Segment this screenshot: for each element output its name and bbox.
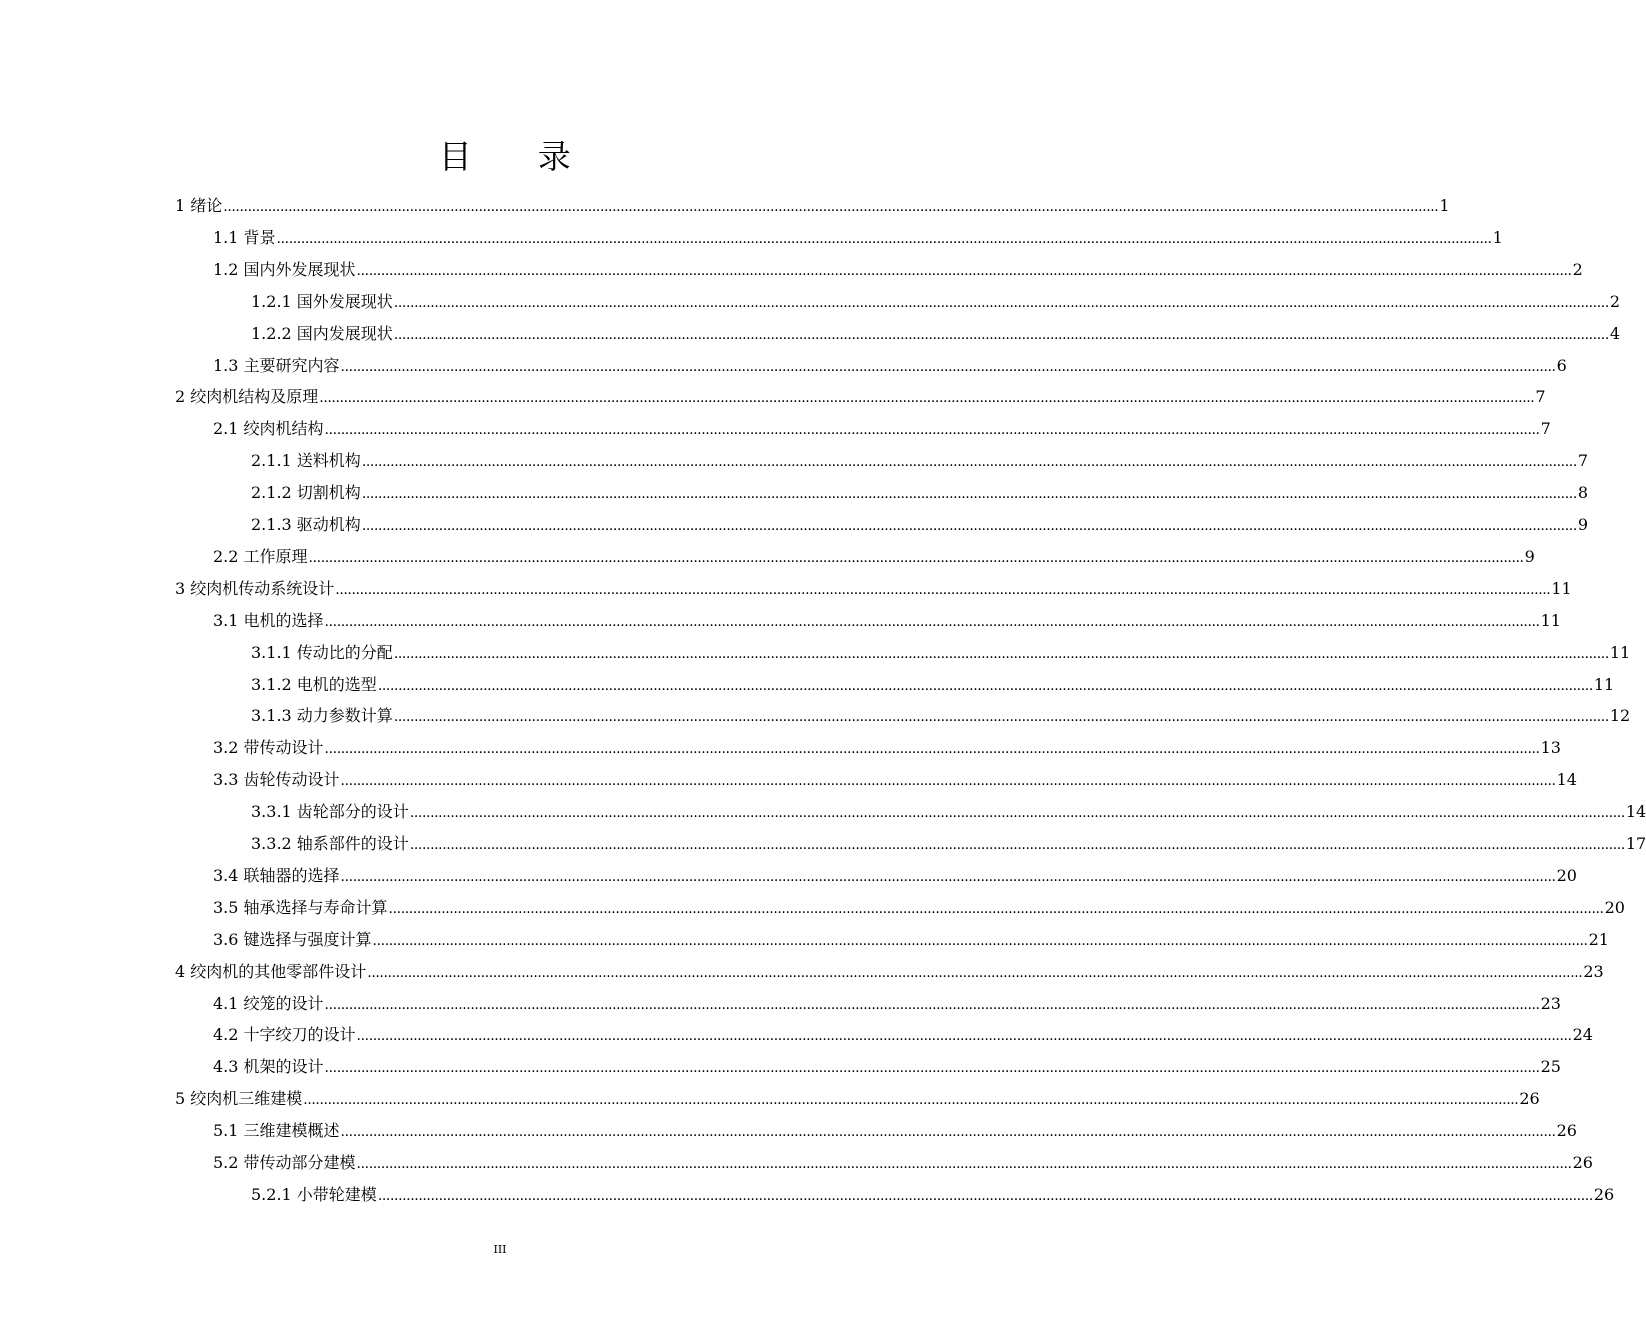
toc-entry[interactable] [175,956,1604,988]
toc-entry-page: 24 [1572,1025,1593,1045]
toc-entry-page: 7 [1540,419,1551,439]
toc-entry-title: 3.3.2 轴系部件的设计 [251,834,409,853]
toc-leader-dots: ............................................................................................................................................................................................................................................................................................................ [276,230,1492,247]
toc-entry-title: 3.4 联轴器的选择 [213,865,340,885]
toc-entry[interactable] [213,988,1561,1020]
toc-entry[interactable] [213,222,1503,254]
toc-entry[interactable] [251,828,1646,860]
toc-entry-page: 6 [1556,355,1567,375]
toc-leader-dots: ............................................................................................................................................................................................................................................................................................................ [324,741,1540,758]
toc-leader-dots: ............................................................................................................................................................................................................................................................................................................ [308,549,1524,566]
toc-leader-dots: ............................................................................................................................................................................................................................................................................................................ [361,486,1577,503]
toc-leader-dots: ............................................................................................................................................................................................................................................................................................................ [367,964,1583,981]
toc-entry-page: 11 [1540,610,1561,630]
toc-leader-dots: ............................................................................................................................................................................................................................................................................................................ [409,805,1625,822]
toc-entry-page: 1 [1492,227,1503,247]
toc-leader-dots: ............................................................................................................................................................................................................................................................................................................ [409,837,1625,853]
toc-entry[interactable] [251,318,1621,350]
toc-leader-dots: ............................................................................................................................................................................................................................................................................................................ [340,868,1556,885]
toc-entry-page: 14 [1556,770,1577,790]
toc-entry-page: 26 [1593,1184,1615,1204]
toc-entry-page: 21 [1588,929,1609,949]
toc-entry-page: 20 [1556,865,1577,885]
toc-entry-page: 7 [1535,387,1546,407]
toc-entry[interactable] [213,541,1535,573]
toc-entry-title: 1.2.2 国内发展现状 [251,323,393,343]
toc-entry-page: 12 [1609,706,1631,726]
toc-leader-dots: ............................................................................................................................................................................................................................................................................................................ [393,645,1609,662]
toc-entry-page: 11 [1609,642,1631,662]
toc-entry-page: 26 [1572,1153,1593,1172]
toc-entry[interactable] [251,477,1589,509]
toc-entry-title: 1.2 国内外发展现状 [213,259,356,279]
toc-entry-page: 17 [1625,834,1646,853]
toc-leader-dots: ............................................................................................................................................................................................................................................................................................................ [324,613,1540,630]
toc-entry[interactable] [175,573,1572,605]
toc-leader-dots: ............................................................................................................................................................................................................................................................................................................ [372,932,1588,949]
toc-leader-dots: ............................................................................................................................................................................................................................................................................................................ [324,422,1540,439]
toc-entry[interactable] [175,381,1546,413]
toc-entry-title: 1.3 主要研究内容 [213,355,340,375]
toc-entry-title: 3.2 带传动设计 [213,738,324,758]
toc-leader-dots: ............................................................................................................................................................................................................................................................................................................ [361,454,1577,471]
toc-leader-dots: ............................................................................................................................................................................................................................................................................................................ [303,1092,1519,1109]
toc-entry-page: 2 [1572,259,1583,279]
toc-entry[interactable] [213,924,1609,956]
toc-entry[interactable] [213,1051,1561,1083]
toc-entry-title: 2.1.3 驱动机构 [251,515,361,534]
toc-leader-dots: ............................................................................................................................................................................................................................................................................................................ [356,1028,1572,1045]
toc-entry[interactable] [251,1179,1615,1211]
toc-entry[interactable] [251,286,1621,318]
toc-entry-page: 1 [1439,196,1450,215]
toc-entry-page: 11 [1593,674,1615,694]
toc-entry-title: 4.1 绞笼的设计 [213,993,324,1013]
toc-entry-page: 9 [1577,515,1589,534]
toc-leader-dots: ............................................................................................................................................................................................................................................................................................................ [340,1124,1556,1141]
toc-entry-page: 8 [1577,483,1589,503]
toc-entry[interactable] [213,1115,1577,1147]
toc-entry[interactable] [175,1083,1540,1115]
toc-entry-title: 1.2.1 国外发展现状 [251,291,393,311]
toc-entry[interactable] [251,637,1631,669]
toc-entry-title: 5.2.1 小带轮建模 [251,1184,377,1204]
toc-entry-title: 3.1.1 传动比的分配 [251,642,393,662]
toc-entry[interactable] [175,190,1450,222]
toc-entry-title: 2.2 工作原理 [213,546,308,566]
toc-entry-page: 7 [1577,451,1589,471]
toc-title: 目 录 [438,137,588,176]
toc-entry-title: 2 绞肉机结构及原理 [175,387,319,407]
toc-entry-title: 4.2 十字绞刀的设计 [213,1025,356,1045]
toc-entry-page: 25 [1540,1057,1561,1077]
toc-leader-dots: ............................................................................................................................................................................................................................................................................................................ [356,1156,1572,1172]
toc-leader-dots: ............................................................................................................................................................................................................................................................................................................ [324,1060,1540,1077]
toc-leader-dots: ............................................................................................................................................................................................................................................................................................................ [356,262,1572,279]
toc-entry[interactable] [213,860,1577,892]
toc-leader-dots: ............................................................................................................................................................................................................................................................................................................ [377,1187,1593,1204]
toc-entry-page: 20 [1604,897,1625,917]
toc-entry-page: 13 [1540,738,1561,758]
toc-entry-title: 3.1.3 动力参数计算 [251,706,393,726]
toc-entry-title: 2.1.2 切割机构 [251,483,361,503]
toc-entry-title: 1.1 背景 [213,227,276,247]
toc-entry-page: 26 [1556,1121,1577,1141]
toc-entry[interactable] [213,1019,1593,1051]
toc-entry-title: 3.1.2 电机的选型 [251,674,377,694]
toc-leader-dots: ............................................................................................................................................................................................................................................................................................................ [377,677,1593,694]
toc-entry-page: 23 [1540,993,1561,1013]
toc-entry-title: 3.1 电机的选择 [213,610,324,630]
toc-entry[interactable] [251,796,1646,828]
toc-entry-title: 4.3 机架的设计 [213,1057,324,1077]
toc-entry-page: 14 [1625,802,1646,822]
page-number: III [493,1243,507,1256]
toc-entry[interactable] [213,892,1625,924]
toc-entry[interactable] [213,732,1561,764]
toc-leader-dots: ............................................................................................................................................................................................................................................................................................................ [340,358,1556,375]
toc-entry[interactable] [251,509,1589,541]
toc-entry-page: 11 [1551,578,1572,598]
toc-entry-page: 2 [1609,291,1621,311]
toc-entry[interactable] [213,254,1583,286]
toc-entry-title: 1 绪论 [175,196,223,215]
toc-entry-title: 4 绞肉机的其他零部件设计 [175,961,367,981]
toc-entry[interactable] [213,1147,1593,1179]
toc-leader-dots: ............................................................................................................................................................................................................................................................................................................ [319,390,1535,407]
toc-entry-page: 4 [1609,323,1621,343]
toc-leader-dots: ............................................................................................................................................................................................................................................................................................................ [388,900,1604,917]
toc-leader-dots: ............................................................................................................................................................................................................................................................................................................ [340,773,1556,790]
toc-entry-title: 5 绞肉机三维建模 [175,1089,303,1109]
toc-entry-page: 23 [1583,961,1604,981]
toc-entry-title: 5.2 带传动部分建模 [213,1153,356,1172]
toc-entry-page: 9 [1524,546,1535,566]
toc-leader-dots: ............................................................................................................................................................................................................................................................................................................ [223,199,1439,215]
toc-entry[interactable] [213,605,1561,637]
toc-entry-title: 5.1 三维建模概述 [213,1121,340,1141]
toc-leader-dots: ............................................................................................................................................................................................................................................................................................................ [361,518,1577,534]
toc-entry-title: 3.5 轴承选择与寿命计算 [213,897,388,917]
toc-entry[interactable] [251,445,1589,477]
toc-entry-title: 2.1.1 送料机构 [251,451,361,471]
toc-entry[interactable] [213,764,1577,796]
toc-leader-dots: ............................................................................................................................................................................................................................................................................................................ [324,996,1540,1013]
toc-leader-dots: ............................................................................................................................................................................................................................................................................................................ [393,709,1609,726]
toc-entry-title: 3.3 齿轮传动设计 [213,770,340,790]
toc-entry[interactable] [251,700,1631,732]
toc-entry[interactable] [251,669,1615,701]
toc-entry[interactable] [213,350,1567,382]
toc-leader-dots: ............................................................................................................................................................................................................................................................................................................ [393,294,1609,311]
toc-entry-title: 3 绞肉机传动系统设计 [175,578,335,598]
toc-entry[interactable] [213,413,1551,445]
toc-entry-title: 3.6 键选择与强度计算 [213,929,372,949]
toc-leader-dots: ............................................................................................................................................................................................................................................................................................................ [335,581,1551,598]
toc-entry-page: 26 [1519,1089,1540,1109]
toc-leader-dots: ............................................................................................................................................................................................................................................................................................................ [393,326,1609,343]
toc-entry-title: 2.1 绞肉机结构 [213,419,324,439]
toc-entry-title: 3.3.1 齿轮部分的设计 [251,802,409,822]
